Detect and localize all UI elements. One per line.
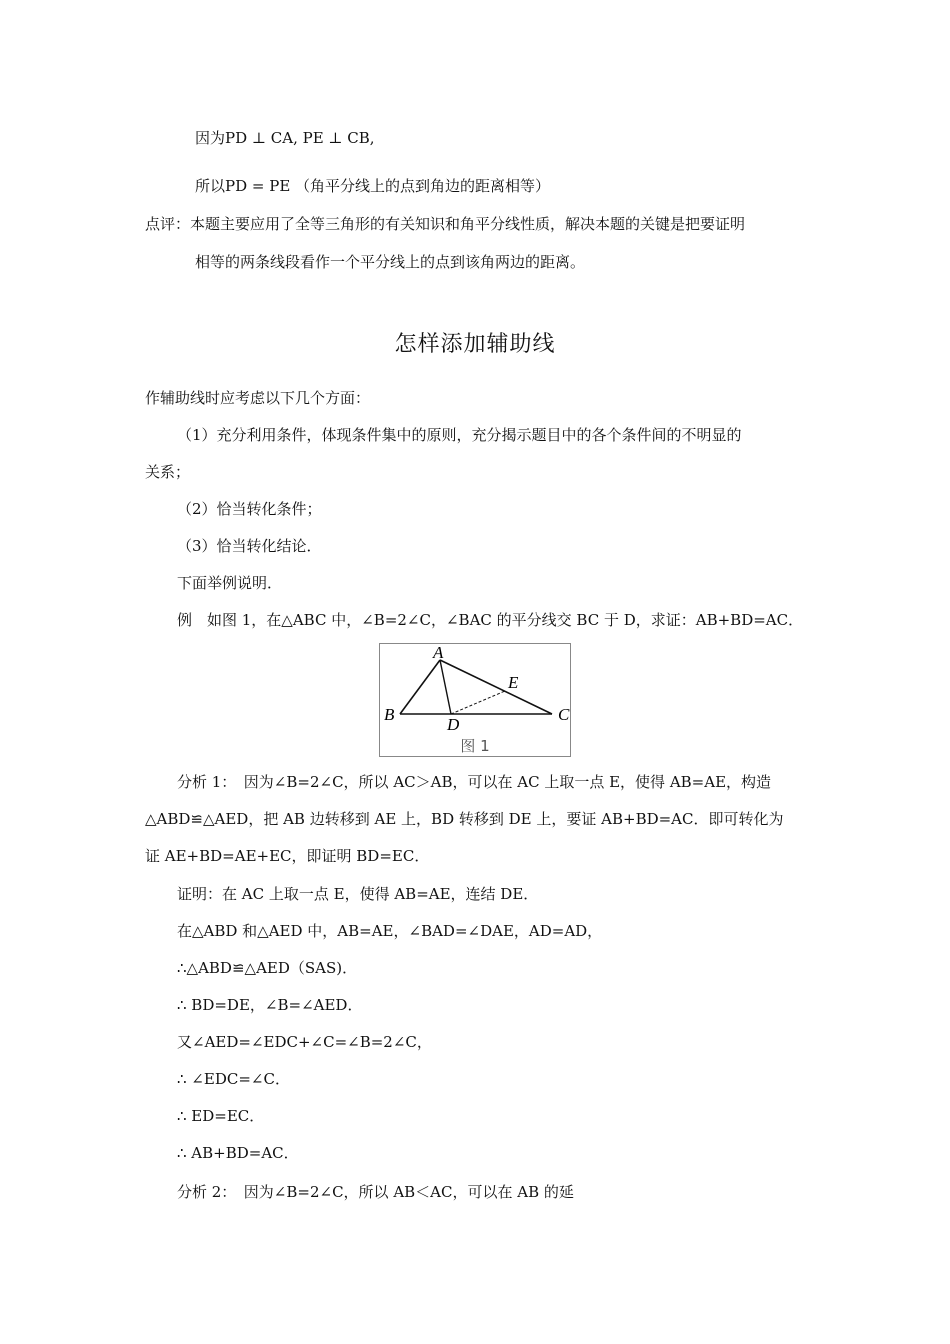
point-1-line-2: 关系； bbox=[145, 463, 191, 481]
proof-step-4: ∴ BD=DE，∠B=∠AED． bbox=[177, 996, 363, 1014]
example-statement: 例 如图 1，在△ABC 中，∠B=2∠C，∠BAC 的平分线交 BC 于 D，求证：AB+BD=AC． bbox=[177, 611, 804, 629]
point-1-line-1: （1）充分利用条件，体现条件集中的原则，充分揭示题目中的各个条件间的不明显的 bbox=[177, 426, 742, 444]
proof-step-1: 证明：在 AC 上取一点 E，使得 AB=AE，连结 DE． bbox=[177, 885, 539, 903]
segment-ab bbox=[400, 660, 440, 714]
segment-de-dashed bbox=[451, 691, 505, 714]
point-4: 下面举例说明． bbox=[177, 574, 283, 592]
figure-1 bbox=[379, 643, 571, 757]
point-2: （2）恰当转化条件； bbox=[177, 500, 322, 518]
proof-step-5: 又∠AED=∠EDC+∠C=∠B=2∠C， bbox=[177, 1033, 432, 1051]
proof-tail-line-1: 因为PD ⊥ CA, PE ⊥ CB, bbox=[195, 129, 375, 147]
segment-ac bbox=[440, 660, 552, 714]
analysis-1-line-3: 证 AE+BD=AE+EC，即证明 BD=EC． bbox=[145, 847, 430, 865]
label-d: D bbox=[447, 715, 460, 734]
label-c: C bbox=[558, 705, 570, 724]
comment-line-1: 点评：本题主要应用了全等三角形的有关知识和角平分线性质，解决本题的关键是把要证明 bbox=[145, 215, 746, 233]
comment-line-2: 相等的两条线段看作一个平分线上的点到该角两边的距离。 bbox=[195, 253, 586, 271]
label-b: B bbox=[384, 705, 395, 724]
label-e: E bbox=[508, 673, 519, 692]
analysis-1-line-1: 分析 1： 因为∠B=2∠C，所以 AC＞AB，可以在 AC 上取一点 E，使得 AB=AE，构造 bbox=[177, 773, 772, 791]
proof-step-6: ∴ ∠EDC=∠C． bbox=[177, 1070, 290, 1088]
proof-step-8: ∴ AB+BD=AC． bbox=[177, 1144, 299, 1162]
analysis-1-line-2: △ABD≌△AED，把 AB 边转移到 AE 上，BD 转移到 DE 上，要证 AB+BD=AC．即可转化为 bbox=[145, 810, 784, 828]
proof-step-3: ∴△ABD≌△AED（SAS)． bbox=[177, 959, 358, 977]
proof-tail-line-2: 所以PD = PE （角平分线上的点到角边的距离相等） bbox=[195, 177, 551, 195]
point-3: （3）恰当转化结论． bbox=[177, 537, 322, 555]
proof-step-7: ∴ ED=EC． bbox=[177, 1107, 265, 1125]
segment-ad bbox=[440, 660, 451, 714]
intro-text: 作辅助线时应考虑以下几个方面： bbox=[145, 389, 371, 407]
section-title: 怎样添加辅助线 bbox=[394, 332, 556, 357]
figure-caption: 图 1 bbox=[460, 737, 490, 755]
triangle-diagram bbox=[380, 644, 570, 756]
label-a: A bbox=[433, 644, 444, 662]
proof-step-2: 在△ABD 和△AED 中，AB=AE，∠BAD=∠DAE，AD=AD， bbox=[177, 922, 603, 940]
analysis-2-line-1: 分析 2： 因为∠B=2∠C，所以 AB＜AC，可以在 AB 的延 bbox=[177, 1183, 574, 1201]
